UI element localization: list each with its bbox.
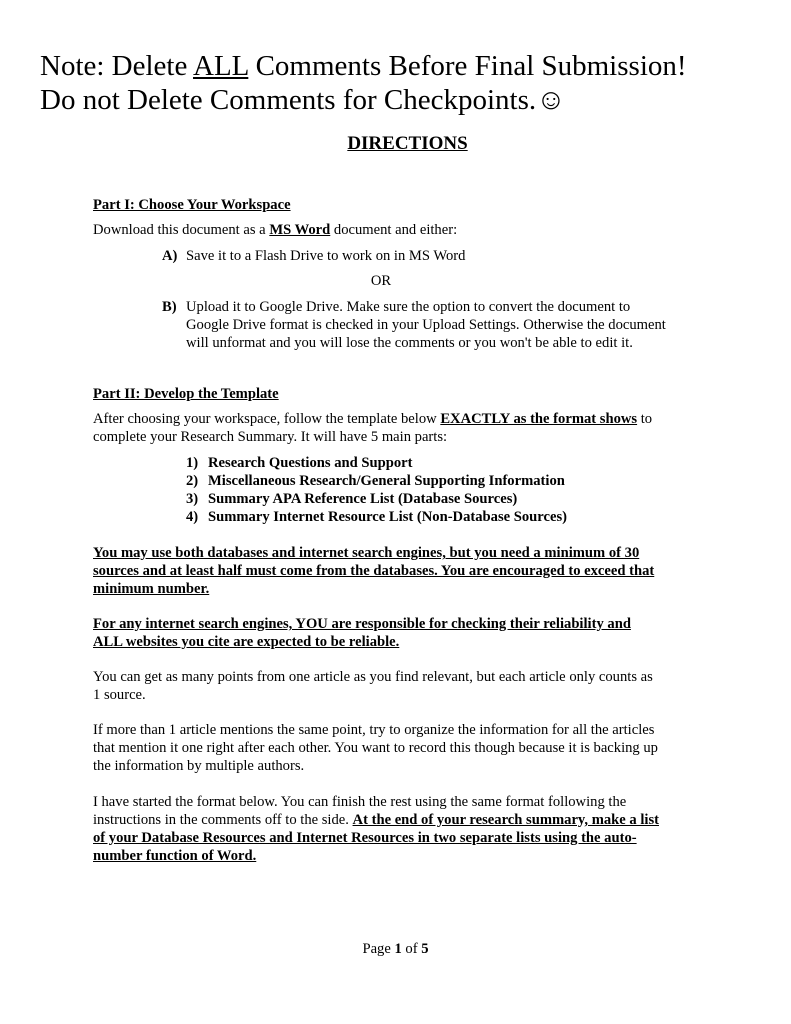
list-number: 2): [186, 473, 199, 489]
ms-word-emphasis: MS Word: [269, 222, 331, 238]
part1-intro-text: document and either:: [330, 222, 458, 238]
started-line-1: I have started the format below. You can finish the rest using the same format following the: [93, 794, 627, 810]
list-number: 4): [186, 509, 199, 525]
note-line-2: Do not Delete Comments for Checkpoints.☺: [40, 84, 566, 116]
started-line-2: [93, 811, 659, 829]
total-pages: 5: [421, 941, 429, 957]
reliability-line: ALL websites you cite are expected to be reliable.: [93, 634, 400, 650]
list-item: [186, 472, 565, 490]
part1-heading: Part I: Choose Your Workspace: [93, 197, 291, 213]
list-number: 1): [186, 455, 199, 471]
multiple-articles-line: the information by multiple authors.: [93, 758, 305, 774]
list-text: Summary Internet Resource List (Non-Database Sources): [208, 509, 568, 525]
multiple-articles-line: If more than 1 article mentions the same point, try to organize the information for all the articles: [93, 722, 655, 738]
list-text: Research Questions and Support: [208, 455, 413, 471]
page-footer: [0, 941, 791, 958]
list-text: Summary APA Reference List (Database Sources): [208, 491, 518, 507]
current-page-number: 1: [394, 941, 402, 957]
started-text: instructions in the comments off to the side.: [93, 812, 353, 828]
option-a-text: Save it to a Flash Drive to work on in MS Word: [186, 248, 466, 264]
list-item: [186, 508, 567, 526]
list-text: Miscellaneous Research/General Supporting Information: [208, 473, 565, 489]
footer-page-word: Page: [362, 941, 395, 957]
requirement-line: minimum number.: [93, 581, 210, 597]
part1-intro-text: Download this document as a: [93, 222, 270, 238]
or-separator: OR: [370, 273, 392, 289]
note-all-emphasis: ALL: [193, 50, 249, 82]
option-a-label: A): [162, 248, 178, 264]
note-text: Note: Delete: [40, 50, 194, 82]
part2-intro-text: to: [637, 411, 653, 427]
footer-of-word: of: [401, 941, 422, 957]
requirement-line: You may use both databases and internet search engines, but you need a minimum of 30: [93, 545, 640, 561]
started-emphasis: At the end of your research summary, make a list: [352, 812, 659, 828]
option-b-line: Upload it to Google Drive. Make sure the option to convert the document to: [186, 299, 631, 315]
points-line: You can get as many points from one article as you find relevant, but each article only counts as: [93, 669, 653, 685]
part2-intro-line-2: complete your Research Summary. It will have 5 main parts:: [93, 429, 448, 445]
multiple-articles-line: that mention it one right after each other. You want to record this though because it is backing up: [93, 740, 658, 756]
points-line: 1 source.: [93, 687, 146, 703]
option-b-line: Google Drive format is checked in your Upload Settings. Otherwise the document: [186, 317, 666, 333]
part1-intro: [93, 221, 457, 239]
list-item: [186, 454, 412, 472]
reliability-line: For any internet search engines, YOU are responsible for checking their reliability and: [93, 616, 631, 632]
note-line-1: [40, 49, 687, 83]
started-line-3: of your Database Resources and Internet Resources in two separate lists using the auto-: [93, 830, 637, 846]
option-b-label: B): [162, 299, 177, 315]
list-item: [186, 490, 517, 508]
started-line-4: number function of Word.: [93, 848, 257, 864]
part2-intro-text: After choosing your workspace, follow the template below: [93, 411, 441, 427]
exactly-emphasis: EXACTLY as the format shows: [440, 411, 638, 427]
directions-title: DIRECTIONS: [347, 133, 468, 154]
note-text: Comments Before Final Submission!: [248, 50, 687, 82]
list-number: 3): [186, 491, 199, 507]
option-b-line: will unformat and you will lose the comments or you won't be able to edit it.: [186, 335, 633, 351]
requirement-line: sources and at least half must come from the databases. You are encouraged to exceed that: [93, 563, 655, 579]
part2-heading: Part II: Develop the Template: [93, 386, 279, 402]
part2-intro-line-1: [93, 410, 652, 428]
